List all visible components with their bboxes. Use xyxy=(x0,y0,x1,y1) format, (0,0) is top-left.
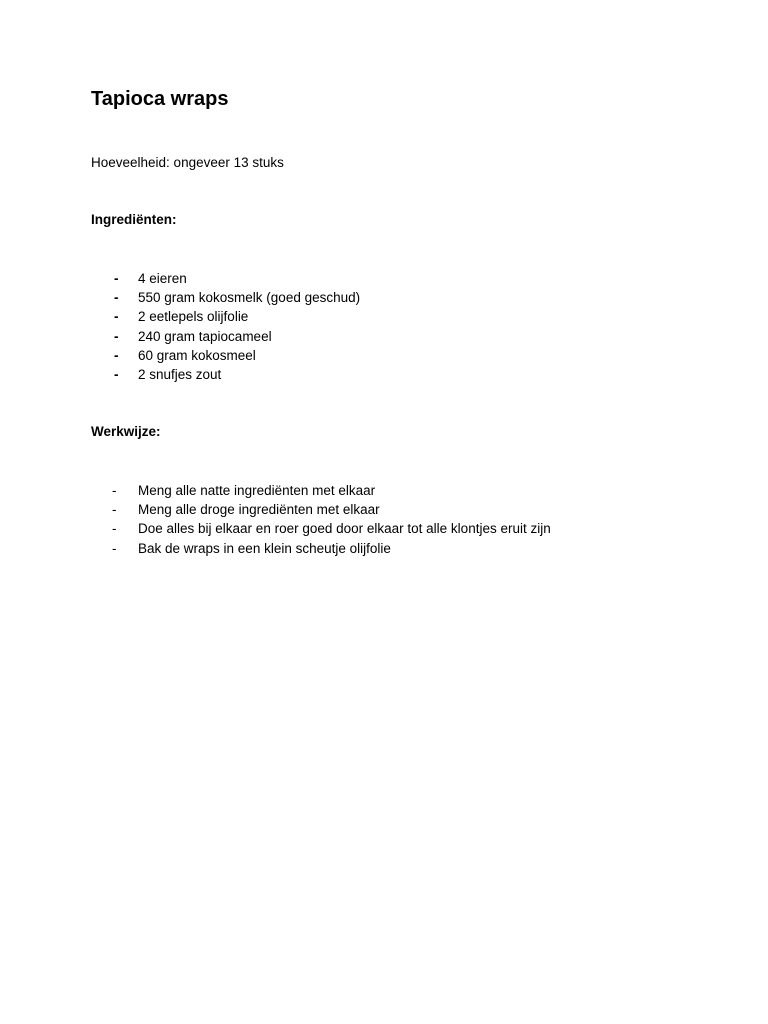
method-step-text: Doe alles bij elkaar en roer goed door elkaar tot alle klontjes eruit zijn xyxy=(138,521,551,537)
ingredient-text: 60 gram kokosmeel xyxy=(138,347,256,363)
ingredient-text: 550 gram kokosmelk (goed geschud) xyxy=(138,290,361,306)
recipe-title: Tapioca wraps xyxy=(91,88,229,110)
ingredient-text: 2 eetlepels olijfolie xyxy=(138,309,249,325)
bullet-dash: - xyxy=(114,290,119,306)
bullet-dash: - xyxy=(114,328,119,344)
bullet-dash: - xyxy=(114,366,119,382)
ingredient-text: 2 snufjes zout xyxy=(138,366,222,382)
bullet-dash: - xyxy=(112,521,117,537)
method-step-text: Meng alle droge ingrediënten met elkaar xyxy=(138,502,380,518)
bullet-dash: - xyxy=(112,483,117,498)
bullet-dash: - xyxy=(112,540,117,556)
bullet-dash: - xyxy=(114,347,119,363)
ingredient-text: 4 eieren xyxy=(138,271,187,286)
bullet-dash: - xyxy=(114,271,119,286)
method-step-text: Bak de wraps in een klein scheutje olijfolie xyxy=(138,540,391,556)
bullet-dash: - xyxy=(114,309,119,325)
bullet-dash: - xyxy=(112,502,117,518)
ingredients-heading: Ingrediënten: xyxy=(91,212,177,227)
quantity-text: Hoeveelheid: ongeveer 13 stuks xyxy=(91,155,284,170)
method-heading: Werkwijze: xyxy=(91,424,161,439)
method-step-text: Meng alle natte ingrediënten met elkaar xyxy=(138,483,376,498)
ingredient-text: 240 gram tapiocameel xyxy=(138,328,272,344)
